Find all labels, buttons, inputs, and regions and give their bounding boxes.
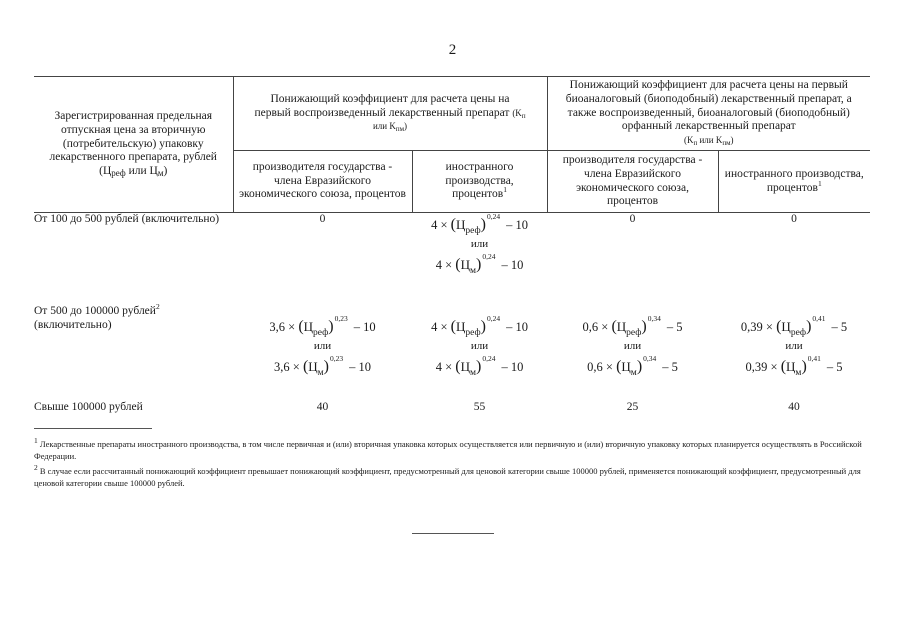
cell-value: 25 (626, 401, 639, 414)
formula-cell (547, 305, 718, 401)
row-label: Свыше 100000 рублей (34, 401, 143, 414)
cell-value: 55 (473, 401, 486, 414)
or-label: или (785, 339, 803, 352)
table-row (34, 305, 870, 401)
end-separator (412, 533, 494, 534)
or-label: или (470, 339, 489, 352)
or-label: или (623, 339, 642, 352)
formula-cell (412, 213, 547, 306)
cell-value: 0 (791, 213, 797, 226)
group-1-header: Понижающий коэффициент для расчета цены на первый воспроизведенный лекарственный препарат ($K_п$ или $K_{пм}$) (233, 77, 547, 151)
eaeu-producer-header-2: производителя государства - члена Евразийского экономического союза, процентов (547, 150, 718, 212)
footnote-1: $^1$ Лекарственные препараты иностранного производства, в том числе первичная и (или) вторичная упаковка которых осуществляется или первичную и (или) вторичную упаковку которых планируется осуществлять в Российской Федерации. (34, 436, 862, 462)
formula: $4 \times (Ц_{реф})^{0,24}-$ 10 (431, 212, 528, 237)
price-column-header: Зарегистрированная предельная отпускная цена за вторичную (потребительскую) упаковку лекарственного препарата, рублей (Цреф или Цм) (34, 77, 233, 213)
formula: $0,39 \times (Ц_м)^{0,41}-$ 5 (745, 353, 843, 378)
footnote-2: $^2$ В случае если рассчитанный понижающий коэффициент превышает понижающий коэффициент, предусмотренный для ценовой категории свыше 100000 рублей, применяется понижающий коэффициент, предусмотренный для ценовой категории свыше 100000 рублей. (34, 462, 861, 488)
formula: $0,39 \times (Ц_{реф})^{0,41}-$ 5 (740, 314, 848, 339)
formula: $4 \times (Ц_м)^{0,24}-$ 10 (435, 353, 524, 378)
cell-value: 0 (319, 213, 326, 226)
formula: $3,6 \times (Ц_м)^{0,23}-$ 10 (274, 353, 371, 378)
cell-value: 40 (316, 401, 329, 414)
cell-value: 40 (788, 401, 800, 414)
page-number: 2 (448, 42, 457, 58)
row-label: От 500 до 100000 рублей$^2$ (включительно) (34, 302, 160, 331)
formula-cell (412, 305, 547, 401)
formula: $0,6 \times (Ц_{реф})^{0,34}-$ 5 (582, 314, 683, 339)
table-row (34, 213, 870, 306)
formula-cell (718, 305, 870, 401)
foreign-producer-header-2: иностранного производства, процентов$^1$ (718, 150, 870, 212)
foreign-producer-header: иностранного производства, процентов$^1$ (412, 150, 547, 212)
row-label: От 100 до 500 рублей (включительно) (34, 213, 220, 226)
footnote-separator (34, 428, 152, 429)
or-label: или (313, 339, 332, 352)
footnotes (34, 438, 870, 491)
eaeu-producer-header: производителя государства - члена Евразийского экономического союза, процентов (233, 150, 412, 212)
formula-cell (233, 305, 412, 401)
formula: $0,6 \times (Ц_м)^{0,34}-$ 5 (587, 353, 678, 378)
coefficient-table (34, 76, 870, 415)
group-2-header: Понижающий коэффициент для расчета цены на первый биоаналоговый (биоподобный) лекарственный препарат, а также воспроизведенный, биоаналоговый (биоподобный) орфанный лекарственный препарат ($K_п$ или $K_{пм}$) (547, 77, 870, 151)
formula: $4 \times (Ц_м)^{0,24}-$ 10 (435, 251, 524, 276)
cell-value: 0 (629, 213, 636, 226)
table-row (34, 401, 870, 415)
header-row-1 (34, 77, 870, 151)
or-label: или (470, 237, 489, 250)
formula: $3,6 \times (Ц_{реф})^{0,23}-$ 10 (269, 314, 376, 339)
formula: $4 \times (Ц_{реф})^{0,24}-$ 10 (431, 314, 528, 339)
